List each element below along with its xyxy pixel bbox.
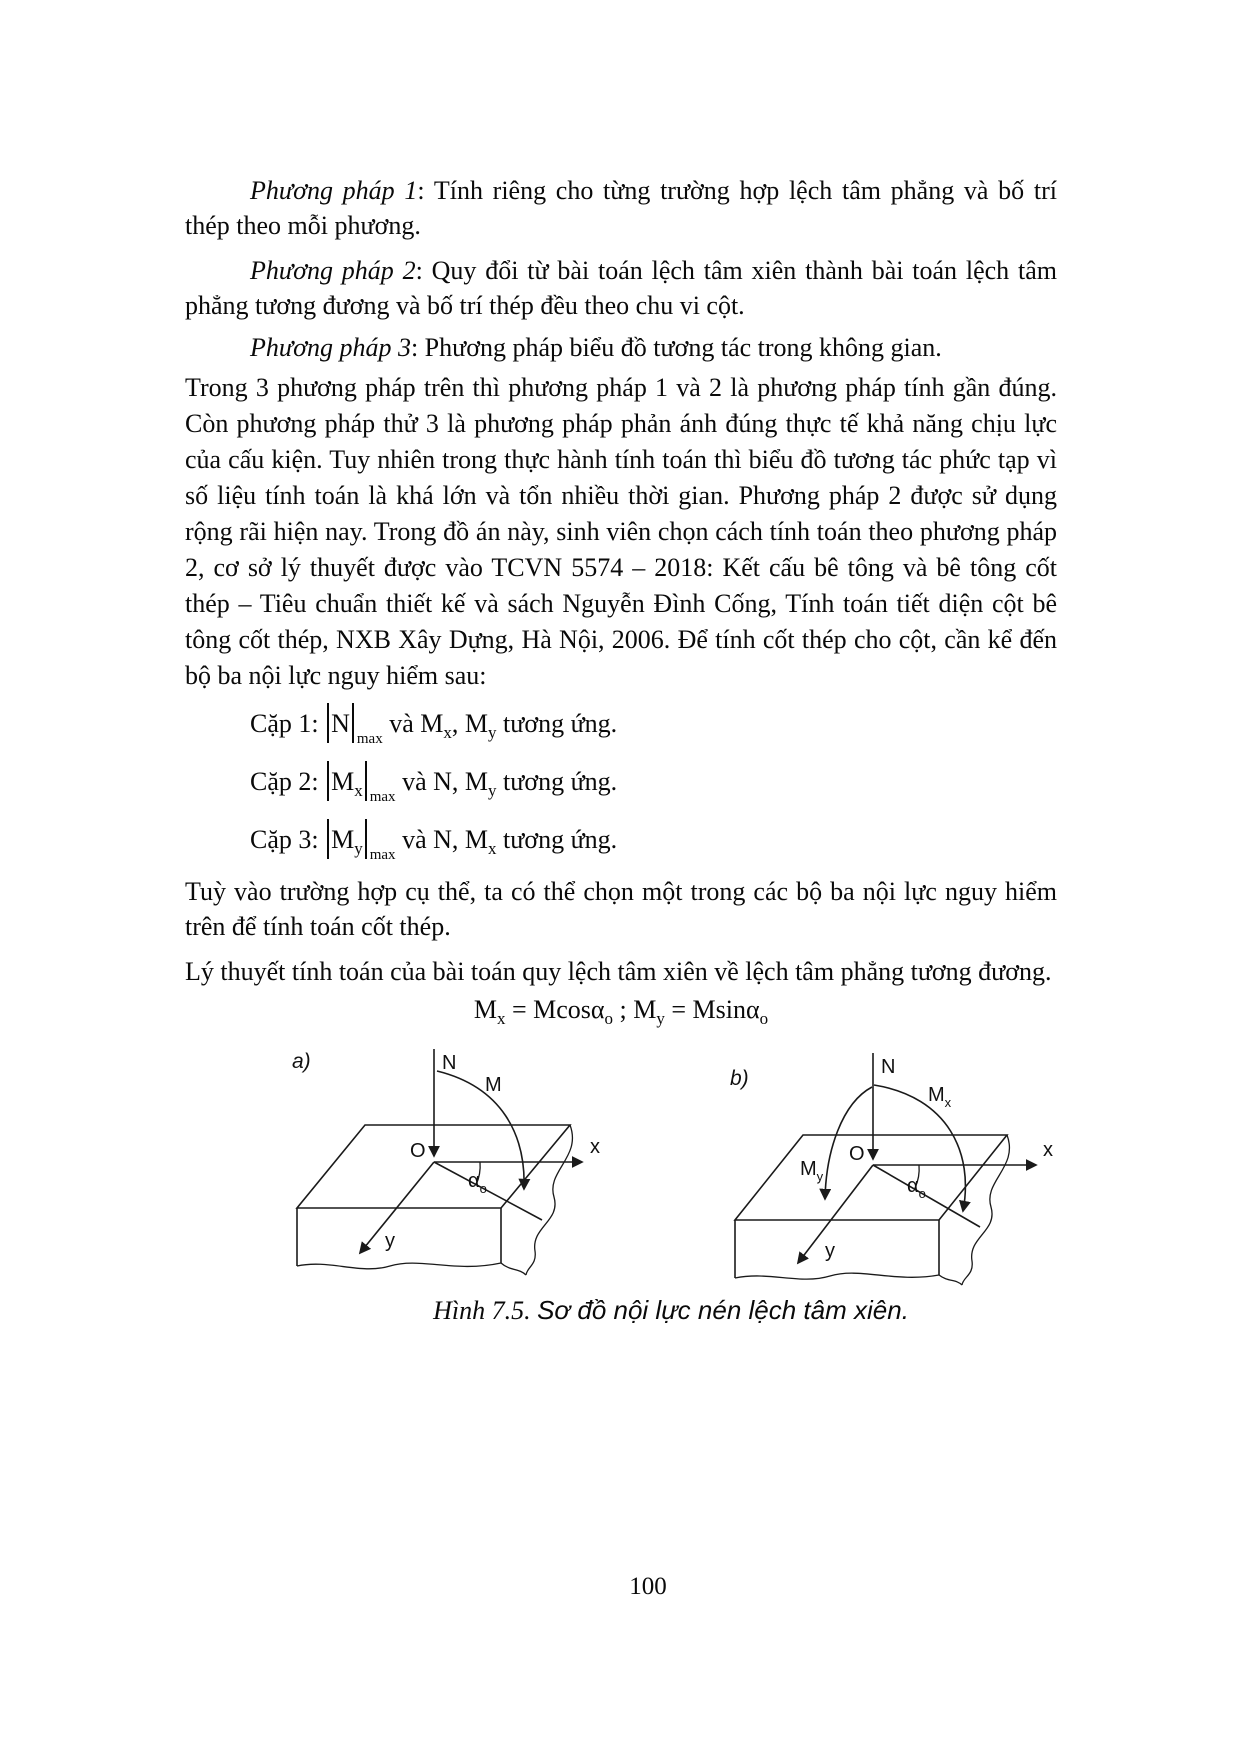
diagram-b-decomposed-moments	[640, 1035, 1060, 1290]
force-pair-1: Cặp 1: $N_{max}$ và $M_x$, $M_y$ tương ứng.	[185, 702, 1057, 746]
page-number: 100	[629, 1573, 667, 1600]
panel-label-b: b)	[730, 1067, 749, 1090]
alpha-label: $\alpha_o$	[468, 1170, 487, 1196]
x-axis-label: x	[590, 1136, 600, 1158]
force-pair-2: Cặp 2: $M_x$ $_{max}$ và N, $M_y$ tương ứng.	[185, 760, 1057, 804]
diagram-a-biaxial-moment	[230, 1035, 630, 1287]
paragraph-conclusion: Tuỳ vào trường hợp cụ thể, ta có thể chọn một trong các bộ ba nội lực nguy hiểm trên để tính toán cốt thép.	[185, 877, 1057, 941]
x-axis-label: x	[1043, 1139, 1053, 1161]
n-label: N	[881, 1056, 896, 1078]
figure-caption: Hình 7.5. Sơ đồ nội lực nén lệch tâm xiên.	[433, 1295, 909, 1325]
my-label: $M_y$	[800, 1158, 824, 1184]
origin-label: O	[849, 1143, 865, 1165]
block-bottom-wavy-edge	[297, 1263, 526, 1275]
paragraph-theory: Lý thuyết tính toán của bài toán quy lệch tâm xiên về lệch tâm phẳng tương đương.	[185, 957, 1052, 986]
block-broken-edge	[962, 1135, 1009, 1285]
equation-mx-my: $M_x = Mcos\alpha_o$ ; $M_y = Msin\alpha_o$	[473, 995, 769, 1029]
paragraph-method-2: Phương pháp 2: Quy đổi từ bài toán lệch tâm xiên thành bài toán lệch tâm phẳng tương đương và bố trí thép đều theo chu vi cột.	[185, 256, 1057, 320]
y-axis-label: y	[825, 1240, 835, 1262]
m-label: M	[485, 1074, 502, 1096]
mx-label: $M_x$	[928, 1084, 952, 1110]
y-axis-label: y	[385, 1230, 395, 1252]
block-broken-edge	[526, 1125, 572, 1275]
moment-plane-trace	[434, 1162, 542, 1220]
panel-label-a: a)	[292, 1050, 311, 1073]
n-label: N	[442, 1052, 457, 1074]
moment-plane-trace	[873, 1165, 980, 1227]
paragraph-method-1: Phương pháp 1: Tính riêng cho từng trường hợp lệch tâm phẳng và bố trí thép theo mỗi phương.	[185, 176, 1057, 240]
block-bottom-wavy-edge	[735, 1273, 962, 1285]
force-pair-3: Cặp 3: $M_y$ $_{max}$ và N, $M_x$ tương ứng.	[185, 818, 1057, 862]
origin-label: O	[410, 1140, 426, 1162]
paragraph-method-3: Phương pháp 3: Phương pháp biểu đồ tương tác trong không gian.	[250, 333, 942, 362]
block-top-face	[735, 1135, 1007, 1220]
alpha-label: $\alpha_o$	[907, 1175, 926, 1201]
paragraph-main: Trong 3 phương pháp trên thì phương pháp 1 và 2 là phương pháp tính gần đúng. Còn phương pháp thử 3 là phương pháp phản ánh đúng thực tế khả năng chịu lực của cấu kiện. Tuy nhiên trong thực hành tính toán thì biểu đồ tương tác phức tạp vì số liệu tính toán là khá lớn và tổn nhiều thời gian. Phương pháp 2 được sử dụng rộng rãi hiện nay. Trong đồ án này, sinh viên chọn cách tính toán theo phương pháp 2, cơ sở lý thuyết được vào TCVN 5574 – 2018: Kết cấu bê tông và bê tông cốt thép – Tiêu chuẩn thiết kế và sách Nguyễn Đình Cống, Tính toán tiết diện cột bê tông cốt thép, NXB Xây Dựng, Hà Nội, 2006. Để tính cốt thép cho cột, cần kể đến bộ ba nội lực nguy hiểm sau:	[185, 373, 1057, 690]
